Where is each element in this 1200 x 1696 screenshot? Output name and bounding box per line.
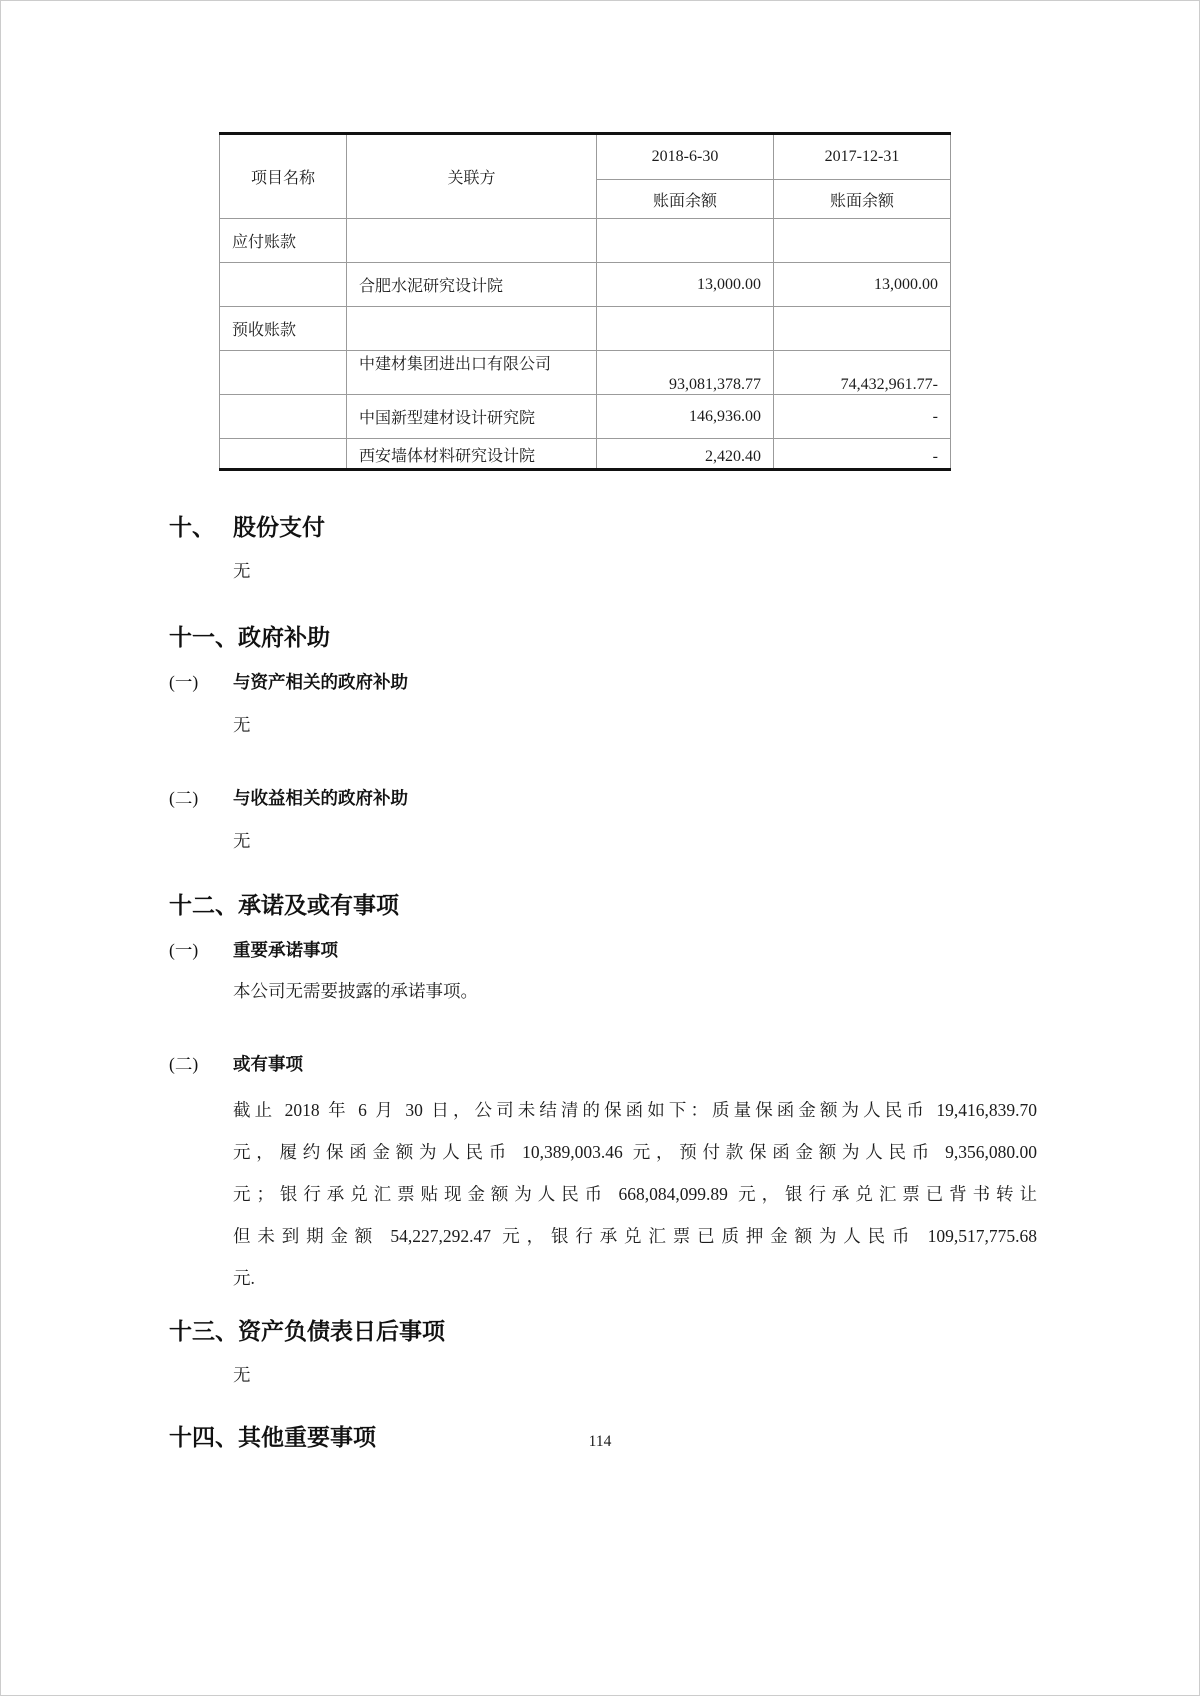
cell-2018: 93,081,378.77 [597,351,774,395]
subsection-title: 与收益相关的政府补助 [233,788,408,808]
cell-item [220,263,347,307]
related-party-balances-table [219,132,951,471]
cell-2017: 74,432,961.77- [774,351,951,395]
cell-item [220,439,347,470]
header-book-balance-2017: 账面余额 [774,180,951,219]
section-number: 十、 [169,514,215,540]
table-row [220,439,951,470]
cell-item: 预收账款 [220,307,347,351]
subsection-title: 重要承诺事项 [233,940,338,960]
cell-item: 应付账款 [220,219,347,263]
table-row [220,263,951,307]
subsection-heading-11-1 [169,671,1034,693]
header-period-2018: 2018-6-30 [597,134,774,180]
cell-2017: - [774,395,951,439]
section-title: 股份支付 [233,514,325,540]
subsection-heading-12-1 [169,939,1034,961]
header-period-2017: 2017-12-31 [774,134,951,180]
subsection-heading-11-2 [169,787,1034,809]
header-related-party: 关联方 [347,134,597,219]
page-content [1,1,1199,1451]
section-heading-11 [169,623,1034,651]
cell-2017: - [774,439,951,470]
cell-2018: 2,420.40 [597,439,774,470]
table-header-row-1 [220,134,951,180]
subsection-12-1-body: 本公司无需要披露的承诺事项。 [233,981,478,1001]
section-number: 十四、 [169,1424,238,1450]
cell-2018 [597,307,774,351]
cell-party: 合肥水泥研究设计院 [347,263,597,307]
subsection-title: 与资产相关的政府补助 [233,672,408,692]
section-number: 十三、 [169,1318,238,1344]
subsection-11-1-body: 无 [233,715,251,735]
section-heading-13 [169,1317,1034,1345]
paragraph-line: 元. [233,1268,255,1288]
section-title: 承诺及或有事项 [238,892,399,918]
section-number: 十一、 [169,624,238,650]
cell-2017 [774,307,951,351]
cell-item [220,351,347,395]
paragraph-line: 截止 2018 年 6 月 30 日，公司未结清的保函如下：质量保函金额为人民币 19,416,839.70 [233,1100,1037,1120]
contingencies-paragraph [233,1089,1037,1299]
table-row [220,395,951,439]
cell-party: 中国新型建材设计研究院 [347,395,597,439]
subsection-heading-12-2 [169,1053,1034,1075]
cell-item [220,395,347,439]
section-number: 十二、 [169,892,238,918]
header-book-balance-2018: 账面余额 [597,180,774,219]
cell-party: 中建材集团进出口有限公司 [347,351,597,395]
cell-party [347,219,597,263]
table-row [220,219,951,263]
paragraph-line: 元；银行承兑汇票贴现金额为人民币 668,084,099.89 元，银行承兑汇票已背书转让 [233,1184,1037,1204]
subsection-number: (二) [169,1054,199,1074]
cell-party [347,307,597,351]
section-title: 政府补助 [238,624,330,650]
table-row [220,351,951,395]
section-heading-12 [169,891,1034,919]
section-title: 其他重要事项 [238,1424,376,1450]
subsection-number: (二) [169,788,199,808]
subsection-number: (一) [169,672,199,692]
cell-2018: 13,000.00 [597,263,774,307]
section-13-body: 无 [233,1365,251,1385]
table-row [220,307,951,351]
cell-2018 [597,219,774,263]
cell-2017: 13,000.00 [774,263,951,307]
paragraph-line: 元，履约保函金额为人民币 10,389,003.46 元，预付款保函金额为人民币 9,356,080.00 [233,1142,1037,1162]
paragraph-line: 但未到期金额 54,227,292.47 元，银行承兑汇票已质押金额为人民币 109,517,775.68 [233,1226,1037,1246]
subsection-number: (一) [169,940,199,960]
subsection-11-2-body: 无 [233,831,251,851]
cell-2018: 146,936.00 [597,395,774,439]
page-number: 114 [588,1433,612,1450]
header-item-name: 项目名称 [220,134,347,219]
section-heading-10 [169,513,1034,541]
cell-2017 [774,219,951,263]
subsection-title: 或有事项 [233,1054,303,1074]
section-10-body: 无 [233,561,251,581]
cell-party: 西安墙体材料研究设计院 [347,439,597,470]
section-title: 资产负债表日后事项 [238,1318,445,1344]
